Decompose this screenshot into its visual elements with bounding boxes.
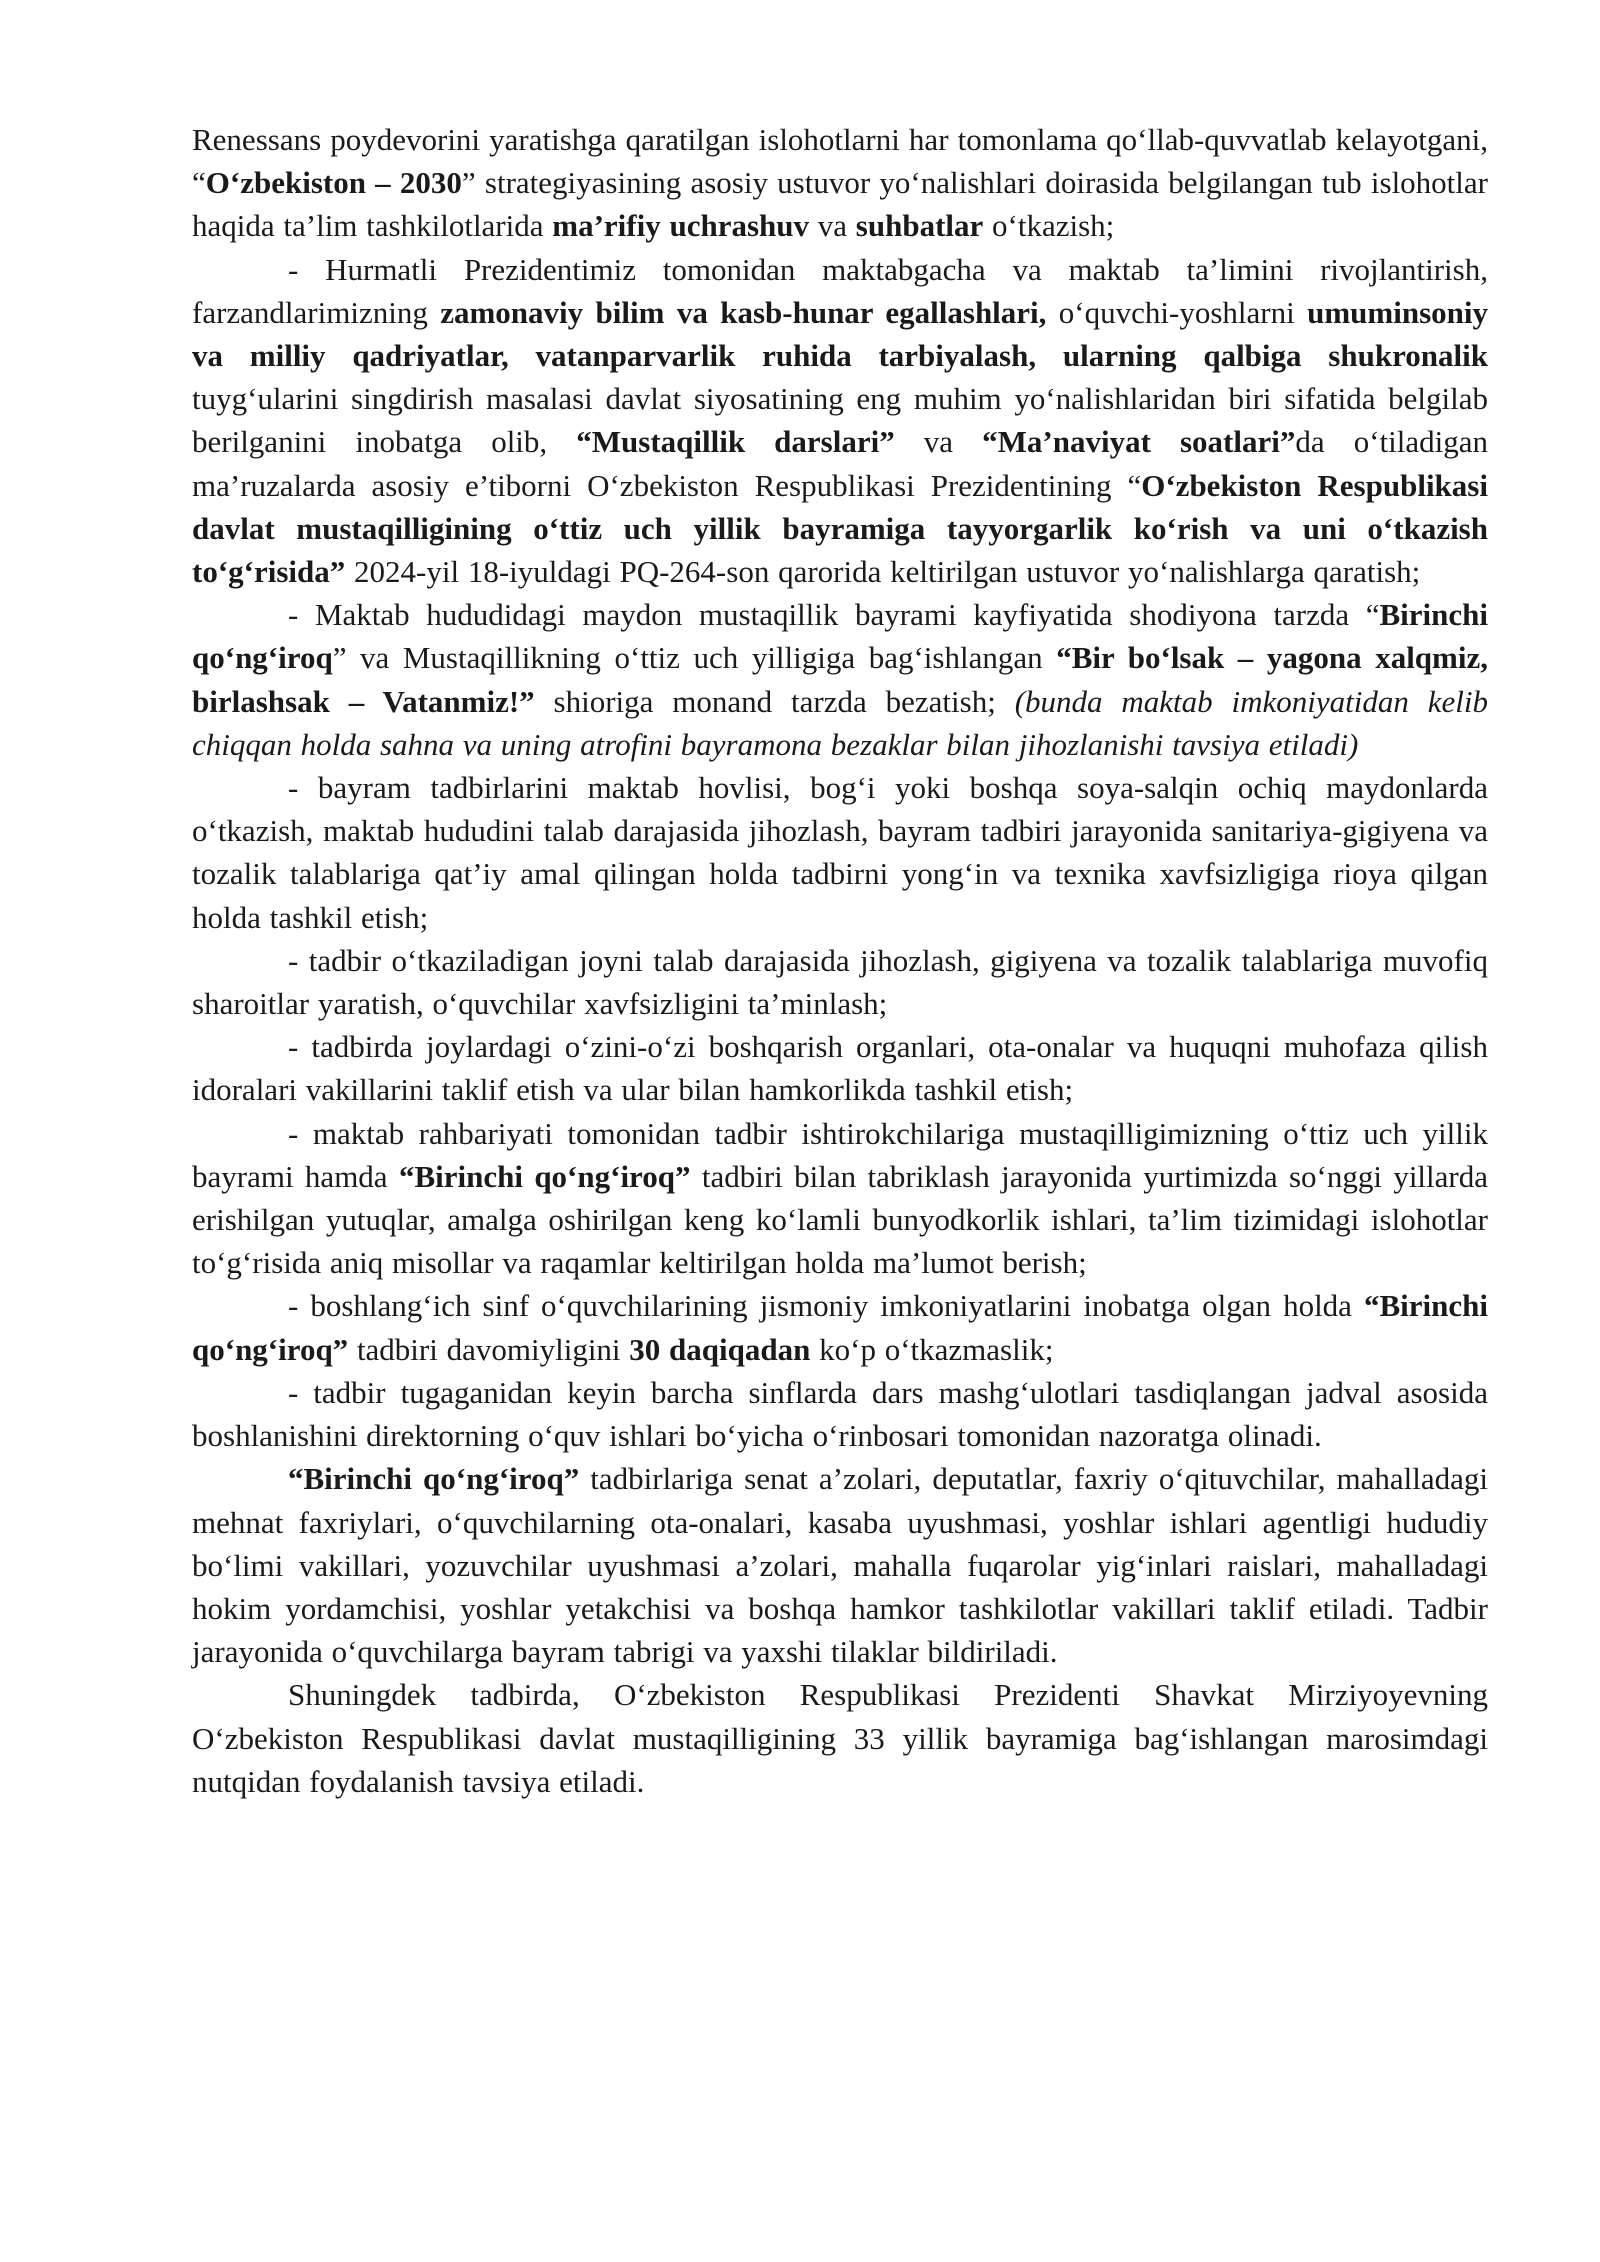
text-run: tadbiri davomiyligini — [348, 1331, 630, 1367]
text-run: tadbirlariga senat a’zolari, deputatlar, faxriy o‘qituvchilar, mahalladagi mehnat faxriylari, o‘quvchilarning ota-onalari, kasaba uyushmasi, yoshlar ishlari agentligi hududiy bo‘limi vakillari, yozuvchilar uyushmasi a’zolari, mahalla fuqarolar yig‘inlari raislari, mahalladagi hokim yordamchisi, yoshlar yetakchisi va boshqa hamkor tashkilotlar vakillari taklif etiladi. Tadbir jarayonida o‘quvchilarga bayram tabrigi va yaxshi tilaklar bildiriladi. — [192, 1461, 1488, 1670]
bold-text: “Ma’naviyat soatlari” — [982, 424, 1296, 460]
text-run: - tadbir o‘tkaziladigan joyni talab darajasida jihozlash, gigiyena va tozalik talablariga muvofiq sharoitlar yaratish, o‘quvchilar xavfsizligini ta’minlash; — [192, 942, 1488, 1022]
text-run: o‘quvchi-yoshlarni — [1046, 294, 1308, 330]
text-run: Renessans poydevorini yaratishga qaratilgan islohotlarni har tomonlama qo‘llab-quvvatlab kelayotgani, — [192, 122, 1488, 157]
bold-text: “Birinchi qo‘ng‘iroq” — [288, 1461, 580, 1497]
bold-text: umuminsoniy va milliy qadriyatlar, vatanparvarlik ruhida tarbiyalash, ularning qalbiga shukronalik — [192, 294, 1488, 374]
paragraph — [192, 1371, 1488, 1457]
bold-text: O‘zbekiston – 2030 — [205, 165, 462, 201]
bold-text: zamonaviy bilim va kasb-hunar egallashlari, — [440, 294, 1047, 330]
paragraph — [192, 939, 1488, 1025]
paragraph — [192, 1025, 1488, 1111]
text-run: va — [894, 424, 983, 460]
paragraph — [192, 118, 1488, 248]
paragraph — [192, 766, 1488, 939]
text-run: - tadbirda joylardagi o‘zini-o‘zi boshqarish organlari, ota-onalar va huquqni muhofaza qilish idoralari vakillarini taklif etish va ular bilan hamkorlikda tashkil etish; — [192, 1029, 1488, 1108]
paragraph — [192, 593, 1488, 766]
paragraph — [192, 1284, 1488, 1370]
text-run: shioriga monand tarzda bezatish; — [534, 683, 1015, 719]
italic-text: (bunda maktab imkoniyatidan kelib chiqqan holda sahna va uning atrofini bayramona bezaklar bilan jihozlanishi tavsiya etiladi) — [192, 683, 1489, 762]
text-run: - tadbir tugaganidan keyin barcha sinflarda dars mashg‘ulotlari tasdiqlangan jadval asosida boshlanishini direktorning o‘quv ishlari bo‘yicha o‘rinbosari tomonidan nazoratga olinadi. — [192, 1374, 1488, 1454]
text-run: ko‘p o‘tkazmaslik; — [810, 1331, 1054, 1367]
bold-text: 30 daqiqadan — [629, 1331, 811, 1367]
text-run: ” va Mustaqillikning o‘ttiz uch yilligiga bag‘ishlangan — [332, 640, 1057, 676]
paragraph — [192, 1112, 1488, 1285]
bold-text: “Birinchi qo‘ng‘iroq” — [192, 1288, 1488, 1367]
text-run: tuyg‘ularini singdirish masalasi davlat siyosatining eng muhim yo‘nalishlaridan biri sifatida belgilab berilganini inobatga olib, — [192, 381, 1488, 460]
bold-text: “Mustaqillik darslari” — [576, 424, 895, 460]
text-run: Shuningdek tadbirda, O‘zbekiston Respublikasi Prezidenti Shavkat Mirziyoyevning O‘zbekiston Respublikasi davlat mustaqilligining 33 yillik bayramiga bag‘ishlangan marosimdagi nutqidan foydalanish tavsiya etiladi. — [192, 1677, 1488, 1799]
text-run: - Maktab hududidagi maydon mustaqillik bayrami kayfiyatida shodiyona tarzda “ — [288, 597, 1380, 633]
paragraph — [192, 1457, 1488, 1673]
bold-text: Birinchi qo‘ng‘iroq — [192, 597, 1488, 676]
text-run: da o‘tiladigan ma’ruzalarda asosiy e’tiborni O‘zbekiston Respublikasi Prezidentining “ — [192, 424, 1488, 503]
paragraph — [192, 1673, 1488, 1803]
text-run: va — [809, 208, 856, 244]
text-run: - boshlang‘ich sinf o‘quvchilarining jismoniy imkoniyatlarini inobatga olgan holda — [288, 1288, 1364, 1324]
bold-text: suhbatlar — [855, 208, 984, 244]
text-run: - bayram tadbirlarini maktab hovlisi, bog‘i yoki boshqa soya-salqin ochiq maydonlarda o‘tkazish, maktab hududini talab darajasida jihozlash, bayram tadbiri jarayonida sanitariya-gigiyena va tozalik talablariga qat’iy amal qilingan holda tadbirni yong‘in va texnika xavfsizligiga rioya qilgan holda tashkil etish; — [192, 770, 1488, 935]
text-run: o‘tkazish; — [983, 208, 1115, 244]
text-run: “ — [192, 165, 206, 201]
bold-text: ma’rifiy uchrashuv — [552, 208, 810, 244]
text-run: tadbiri bilan tabriklash jarayonida yurtimizda so‘nggi yillarda erishilgan yutuqlar, amalga oshirilgan keng ko‘lamli bunyodkorlik ishlari, ta’lim tizimidagi islohotlar to‘g‘risida aniq misollar va raqamlar keltirilgan holda ma’lumot berish; — [192, 1158, 1488, 1281]
bold-text: “Birinchi qo‘ng‘iroq” — [398, 1158, 691, 1194]
bold-text: “Bir bo‘lsak – yagona xalqmiz, birlashsak – Vatanmiz!” — [192, 640, 1488, 719]
text-run: ” strategiyasining asosiy ustuvor yo‘nalishlari doirasida belgilangan tub islohotlar haqida ta’lim tashkilotlarida — [192, 165, 1488, 244]
bold-text: O‘zbekiston Respublikasi davlat mustaqilligining o‘ttiz uch yillik bayramiga tayyorgarlik ko‘rish va uni o‘tkazish to‘g‘risida” — [192, 467, 1488, 590]
paragraph — [192, 248, 1488, 594]
text-run: - Hurmatli Prezidentimiz tomonidan maktabgacha va maktab ta’limini rivojlantirish, farzandlarimizning — [192, 251, 1488, 330]
text-run: - maktab rahbariyati tomonidan tadbir ishtirokchilariga mustaqilligimizning o‘ttiz uch yillik bayrami hamda — [192, 1115, 1488, 1194]
text-run: 2024-yil 18-iyuldagi PQ-264-son qarorida keltirilgan ustuvor yo‘nalishlarga qaratish; — [345, 554, 1421, 590]
document-body — [192, 118, 1488, 1803]
